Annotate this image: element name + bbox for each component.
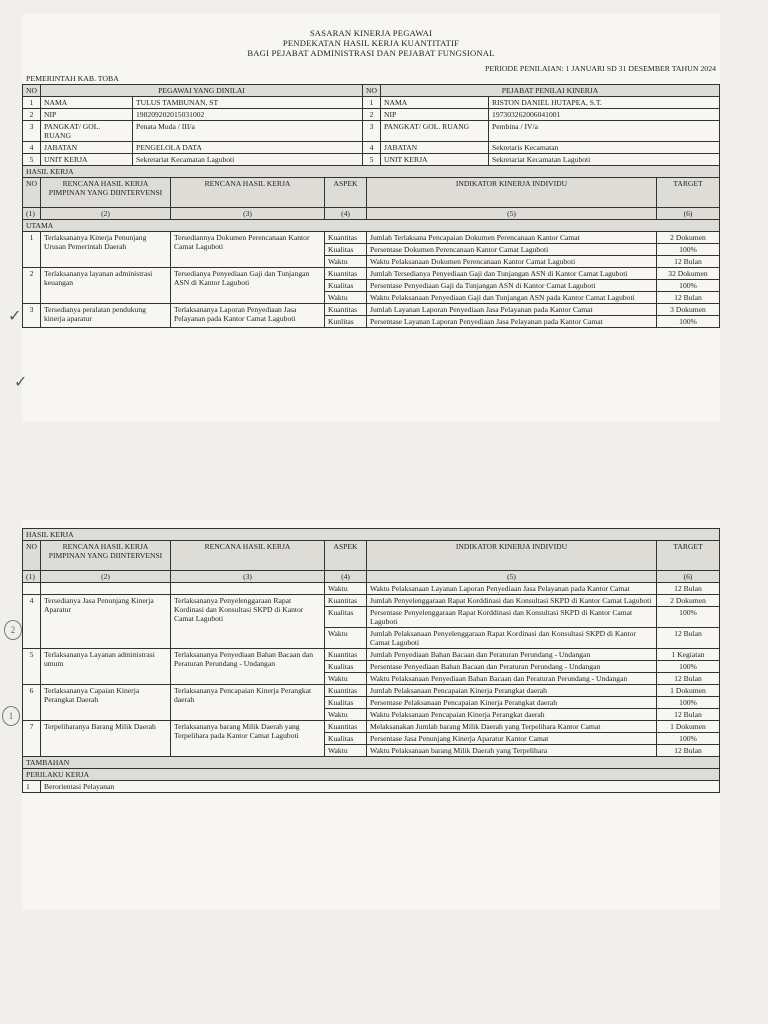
penilai-header: PEJABAT PENILAI KINERJA: [381, 85, 720, 97]
target-cell: 100%: [657, 607, 720, 628]
aspek-cell: Waktu: [325, 256, 367, 268]
indikator-cell: Waktu Pelaksanaan Penyediaan Gaji dan Tunjangan ASN pada Kantor Camat Laguboti: [367, 292, 657, 304]
row-no: 3: [23, 121, 41, 142]
item-no: 3: [23, 304, 41, 328]
aspek-cell: Kualitas: [325, 244, 367, 256]
indikator-cell: Persentase Jasa Penunjang Kinerja Aparatur Kantor Camat: [367, 733, 657, 745]
idx-2: (2): [41, 571, 171, 583]
item-no: 6: [23, 685, 41, 721]
dinilai-value: 198209202015031002: [133, 109, 363, 121]
pemerintah-label: PEMERINTAH KAB. TOBA: [26, 74, 119, 83]
aspek-cell: Waktu: [325, 709, 367, 721]
target-cell: 2 Dokumen: [657, 232, 720, 244]
rencana-cell: Tersediannya Dokumen Perencanaan Kantor Camat Laguboti: [171, 232, 325, 268]
target-cell: 100%: [657, 661, 720, 673]
aspek-cell: Kuantitas: [325, 304, 367, 316]
indikator-cell: Waktu Pelaksanaan barang Milik Daerah yang Terpelihara: [367, 745, 657, 757]
tambahan-label: TAMBAHAN: [23, 757, 720, 769]
indikator-cell: Jumlah Layanan Laporan Penyediaan Jasa Pelayanan pada Kantor Camat: [367, 304, 657, 316]
aspek-cell: Waktu: [325, 583, 367, 595]
idx-4: (4): [325, 571, 367, 583]
perilaku-label: PERILAKU KERJA: [23, 769, 720, 781]
idx-5: (5): [367, 208, 657, 220]
target-cell: 100%: [657, 697, 720, 709]
target-cell: 32 Dokumen: [657, 268, 720, 280]
col-rencana: RENCANA HASIL KERJA: [171, 541, 325, 571]
indikator-cell: Persentase Penyediaan Bahan Bacaan dan Peraturan Perundang - Undangan: [367, 661, 657, 673]
identity-row: [23, 154, 720, 166]
doc-subtitle: PENDEKATAN HASIL KERJA KUANTITATIF: [282, 38, 460, 48]
row-label: JABATAN: [41, 142, 133, 154]
document-page-1: [8, 14, 720, 422]
rencana-pimpinan-cell: Terlaksananya Capaian Kinerja Perangkat Daerah: [41, 685, 171, 721]
dinilai-value: Penata Muda / III/a: [133, 121, 363, 142]
col-no: NO: [23, 541, 41, 571]
target-cell: 2 Dokumen: [657, 595, 720, 607]
col-rencana-pimpinan: RENCANA HASIL KERJA PIMPINAN YANG DIINTERVENSI: [41, 178, 171, 208]
item-no: 2: [23, 268, 41, 304]
col-indikator: INDIKATOR KINERJA INDIVIDU: [367, 178, 657, 208]
idx-1: (1): [23, 208, 41, 220]
idx-3: (3): [171, 571, 325, 583]
row-no: 1: [23, 97, 41, 109]
check-mark: ✓: [14, 372, 28, 391]
table-row: [23, 595, 720, 607]
dinilai-value: PENGELOLA DATA: [133, 142, 363, 154]
aspek-cell: Waktu: [325, 673, 367, 685]
no-header-2: NO: [363, 85, 381, 97]
row-label: UNIT KERJA: [381, 154, 489, 166]
indikator-cell: Persentase Penyediaan Gaji da Tunjangan ASN di Kantor Camat Laguboti: [367, 280, 657, 292]
idx-3: (3): [171, 208, 325, 220]
indikator-cell: Persentase Pelaksanaan Pencapaian Kinerja Perangkat daerah: [367, 697, 657, 709]
row-label: NAMA: [381, 97, 489, 109]
identity-table: [22, 84, 720, 166]
indikator-cell: Waktu Pelaksanaan Pencapaian Kinerja Perangkat daerah: [367, 709, 657, 721]
indikator-cell: Waktu Pelaksanaan Penyediaan Bahan Bacaan dan Peraturan Perundang - Undangan: [367, 673, 657, 685]
aspek-cell: Kualitas: [325, 607, 367, 628]
penilai-value: 197303262006041001: [489, 109, 720, 121]
aspek-cell: Kuantitas: [325, 685, 367, 697]
rencana-cell: Terlaksananya Pencapaian Kinerja Perangkat daerah: [171, 685, 325, 721]
target-cell: 12 Bulan: [657, 628, 720, 649]
doc-title: SASARAN KINERJA PEGAWAI: [309, 28, 433, 38]
col-rencana: RENCANA HASIL KERJA: [171, 178, 325, 208]
circle-annotation: 1: [2, 706, 20, 726]
target-cell: 12 Bulan: [657, 583, 720, 595]
row-label: UNIT KERJA: [41, 154, 133, 166]
target-cell: 1 Kegiatan: [657, 649, 720, 661]
indikator-cell: Jumlah Penyelenggaraan Rapat Korddinasi dan Konsultasi SKPD di Kantor Camat Laguboti: [367, 595, 657, 607]
row-label: NIP: [41, 109, 133, 121]
col-aspek: ASPEK: [325, 178, 367, 208]
hasil-kerja-title: HASIL KERJA: [23, 529, 720, 541]
doc-subtitle-2: BAGI PEJABAT ADMINISTRASI DAN PEJABAT FUNGSIONAL: [247, 48, 495, 58]
item-no: 1: [23, 232, 41, 268]
row-label: NIP: [381, 109, 489, 121]
table-row: [23, 268, 720, 280]
rencana-pimpinan-cell: Tersedianya Jasa Penunjang Kinerja Aparatur: [41, 595, 171, 649]
identity-row: [23, 121, 720, 142]
rencana-cell: Terlaksananya barang Milik Daerah yang Terpelihara pada Kantor Camat Laguboti: [171, 721, 325, 757]
rencana-pimpinan-cell: Terpeliharanya Barang Milik Daerah: [41, 721, 171, 757]
aspek-cell: Kualitas: [325, 661, 367, 673]
aspek-cell: Kuantitas: [325, 649, 367, 661]
target-cell: 100%: [657, 280, 720, 292]
rencana-pimpinan-cell: Tersedianya peralatan pendukung kinerja aparatur: [41, 304, 171, 328]
document-page-2: [8, 520, 720, 910]
row-label: PANGKAT/ GOL. RUANG: [41, 121, 133, 142]
target-cell: 1 Dokumen: [657, 721, 720, 733]
idx-6: (6): [657, 571, 720, 583]
row-label: NAMA: [41, 97, 133, 109]
row-no: 5: [363, 154, 381, 166]
idx-2: (2): [41, 208, 171, 220]
rencana-pimpinan-cell: Terlaksananya Layanan administrasi umum: [41, 649, 171, 685]
row-no: 4: [363, 142, 381, 154]
rencana-pimpinan-cell: Terlaksananya Kinerja Penunjang Urusan Pemerintah Daerah: [41, 232, 171, 268]
no-header: NO: [23, 85, 41, 97]
table-row: [23, 721, 720, 733]
dinilai-value: TULUS TAMBUNAN, ST: [133, 97, 363, 109]
col-aspek: ASPEK: [325, 541, 367, 571]
idx-5: (5): [367, 571, 657, 583]
aspek-cell: Kunlitas: [325, 316, 367, 328]
check-mark: ✓: [8, 306, 22, 325]
target-cell: 12 Bulan: [657, 292, 720, 304]
hasil-kerja-table-2: [22, 528, 720, 793]
aspek-cell: Kualitas: [325, 697, 367, 709]
col-target: TARGET: [657, 178, 720, 208]
row-no: 5: [23, 154, 41, 166]
aspek-cell: Kuantitas: [325, 232, 367, 244]
target-cell: 12 Bulan: [657, 256, 720, 268]
rencana-cell: Terlaksananya Penyelenggaraan Rapat Kordinasi dan Konsultasi SKPD di Kantor Camat Laguboti: [171, 595, 325, 649]
rencana-pimpinan-cell: Terlaksananya layanan administrasi keuangan: [41, 268, 171, 304]
idx-4: (4): [325, 208, 367, 220]
col-indikator: INDIKATOR KINERJA INDIVIDU: [367, 541, 657, 571]
periode-label: PERIODE PENILAIAN: 1 JANUARI SD 31 DESEMBER TAHUN 2024: [485, 64, 716, 73]
aspek-cell: Kuantitas: [325, 268, 367, 280]
idx-1: (1): [23, 571, 41, 583]
item-no: 5: [23, 649, 41, 685]
indikator-cell: Persentase Dokumen Perencanaan Kantor Camat Laguboti: [367, 244, 657, 256]
indikator-cell: Jumlah Tersedianya Penyediaan Gaji dan Tunjangan ASN di Kantor Camat Laguboti: [367, 268, 657, 280]
hasil-kerja-title: HASIL KERJA: [23, 166, 720, 178]
table-row: [23, 232, 720, 244]
aspek-cell: Kualitas: [325, 733, 367, 745]
target-cell: 100%: [657, 733, 720, 745]
item-no: 4: [23, 595, 41, 649]
target-cell: 100%: [657, 316, 720, 328]
target-cell: 100%: [657, 244, 720, 256]
identity-row: [23, 142, 720, 154]
rencana-cell: Terlaksananya Penyediaan Bahan Bacaan dan Peraturan Perundang - Undangan: [171, 649, 325, 685]
aspek-cell: Kuantitas: [325, 721, 367, 733]
penilai-value: Sekretaris Kecamatan: [489, 142, 720, 154]
row-no: 1: [363, 97, 381, 109]
row-label: PANGKAT/ GOL. RUANG: [381, 121, 489, 142]
indikator-cell: Persentase Penyelenggaraan Rapat Korddinasi dan Konsultasi SKPD di Kantor Camat Laguboti: [367, 607, 657, 628]
target-cell: 1 Dokumen: [657, 685, 720, 697]
hasil-kerja-table: [22, 165, 720, 328]
indikator-cell: Jumlah Pelaksanaan Penyelenggaraan Rapat Kordinasi dan Konsultasi SKPD di Kantor Camat Laguboti: [367, 628, 657, 649]
circle-annotation: 2: [4, 620, 22, 640]
penilai-value: RISTON DANIEL HUTAPEA, S.T.: [489, 97, 720, 109]
indikator-cell: Melaksanakan Jumlah barang Milik Daerah yang Terpelihara Kantor Camat: [367, 721, 657, 733]
perilaku-no: 1: [23, 781, 41, 793]
table-row: [23, 649, 720, 661]
penilai-value: Pembina / IV/a: [489, 121, 720, 142]
dinilai-value: Sekretariat Kecamatan Laguboti: [133, 154, 363, 166]
target-cell: 12 Bulan: [657, 709, 720, 721]
penilai-value: Sekretariat Kecamatan Laguboti: [489, 154, 720, 166]
indikator-cell: Jumlah Penyediaan Bahan Bacaan dan Peraturan Perundang - Undangan: [367, 649, 657, 661]
perilaku-item: Berorientasi Pelayanan: [41, 781, 720, 793]
col-rencana-pimpinan: RENCANA HASIL KERJA PIMPINAN YANG DIINTERVENSI: [41, 541, 171, 571]
identity-row: [23, 109, 720, 121]
row-no: 4: [23, 142, 41, 154]
rencana-cell: Tersedianya Penyediaan Gaji dan Tunjangan ASN di Kantor Laguboti: [171, 268, 325, 304]
aspek-cell: Waktu: [325, 745, 367, 757]
aspek-cell: Kualitas: [325, 280, 367, 292]
indikator-cell: Persentase Layanan Laporan Penyediaan Jasa Pelayanan pada Kantor Camat: [367, 316, 657, 328]
indikator-cell: Jumlah Pelaksanaan Pencapaian Kinerja Perangkat daerah: [367, 685, 657, 697]
identity-row: [23, 97, 720, 109]
col-target: TARGET: [657, 541, 720, 571]
table-row: [23, 583, 720, 595]
table-row: [23, 685, 720, 697]
rencana-cell: Terlaksananya Laporan Penyediaan Jasa Pelayanan pada Kantor Camat Laguboti: [171, 304, 325, 328]
row-label: JABATAN: [381, 142, 489, 154]
idx-6: (6): [657, 208, 720, 220]
indikator-cell: Jumlah Terlaksana Pencapaian Dokumen Perencanaan Kantor Camat: [367, 232, 657, 244]
item-no: 7: [23, 721, 41, 757]
target-cell: 12 Bulan: [657, 673, 720, 685]
aspek-cell: Waktu: [325, 628, 367, 649]
utama-label: UTAMA: [23, 220, 720, 232]
aspek-cell: Kuantitas: [325, 595, 367, 607]
dinilai-header: PEGAWAI YANG DINILAI: [41, 85, 363, 97]
row-no: 2: [363, 109, 381, 121]
row-no: 2: [23, 109, 41, 121]
row-no: 3: [363, 121, 381, 142]
target-cell: 12 Bulan: [657, 745, 720, 757]
aspek-cell: Waktu: [325, 292, 367, 304]
col-no: NO: [23, 178, 41, 208]
indikator-cell: Waktu Pelaksanaan Layanan Laporan Penyediaan Jasa Pelayanan pada Kantor Camat: [367, 583, 657, 595]
target-cell: 3 Dokumen: [657, 304, 720, 316]
indikator-cell: Waktu Pelaksanaan Dokumen Perencanaan Kantor Camat Laguboti: [367, 256, 657, 268]
table-row: [23, 304, 720, 316]
